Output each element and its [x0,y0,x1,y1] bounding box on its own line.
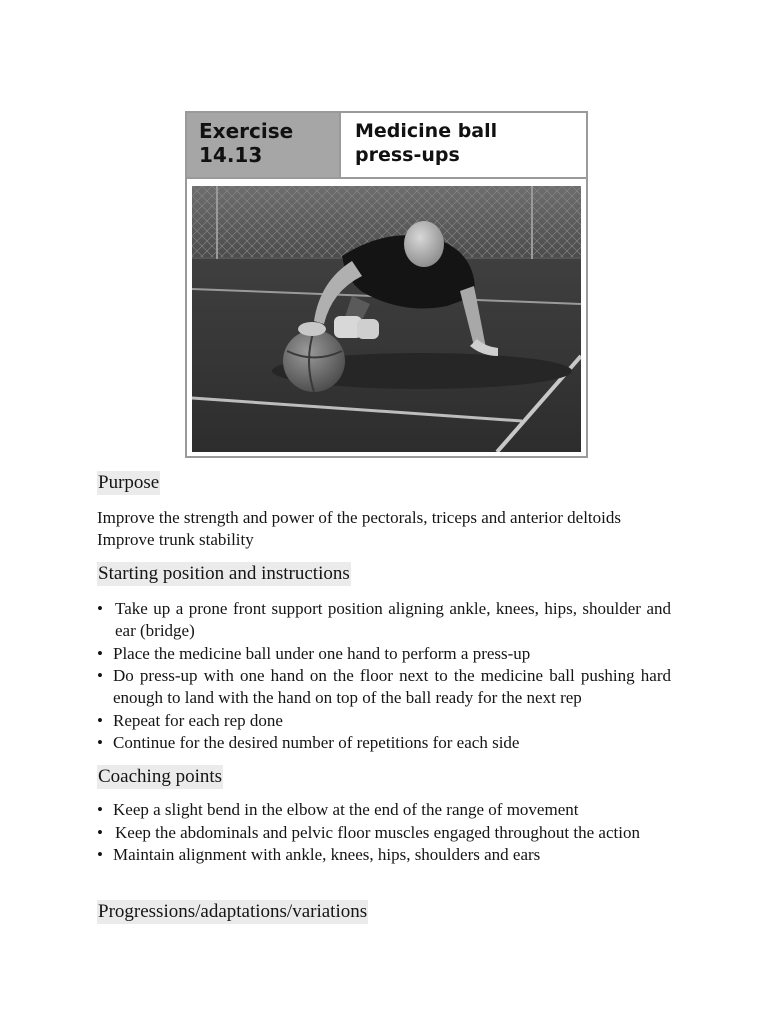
exercise-label: Exercise [199,119,294,143]
press-up-photo-illustration [192,186,581,452]
list-item: • Keep the abdominals and pelvic floor muscles engaged throughout the action [97,822,671,844]
list-item: • Do press-up with one hand on the floor next to the medicine ball pushing hard enough to land with the hand on top of the ball ready for the next rep [97,665,671,709]
coaching-points-list [97,799,671,867]
progressions-heading: Progressions/adaptations/variations [98,901,368,922]
exercise-number [187,113,341,177]
exercise-box [185,111,588,458]
starting-position-heading: Starting position and instructions [98,563,350,584]
list-item: • Maintain alignment with ankle, knees, hips, shoulders and ears [97,844,671,866]
list-item: • Take up a prone front support position aligning ankle, knees, hips, shoulder and ear (bridge) [97,598,671,642]
exercise-title [341,113,586,177]
purpose-line-1: Improve the strength and power of the pectorals, triceps and anterior deltoids [97,508,621,527]
list-item: • Place the medicine ball under one hand to perform a press-up [97,643,671,665]
starting-position-list [97,598,671,755]
list-item: • Repeat for each rep done [97,710,671,732]
list-item: • Keep a slight bend in the elbow at the end of the range of movement [97,799,671,821]
exercise-number-value: 14.13 [199,143,263,167]
purpose-heading: Purpose [98,472,160,493]
coaching-points-heading: Coaching points [98,766,223,787]
exercise-photo [192,186,581,452]
exercise-header [187,113,586,179]
exercise-title-line-2: press-ups [355,144,460,166]
purpose-line-2: Improve trunk stability [97,530,254,549]
exercise-title-line-1: Medicine ball [355,120,498,142]
purpose-text [97,507,671,551]
list-item: • Continue for the desired number of repetitions for each side [97,732,671,754]
